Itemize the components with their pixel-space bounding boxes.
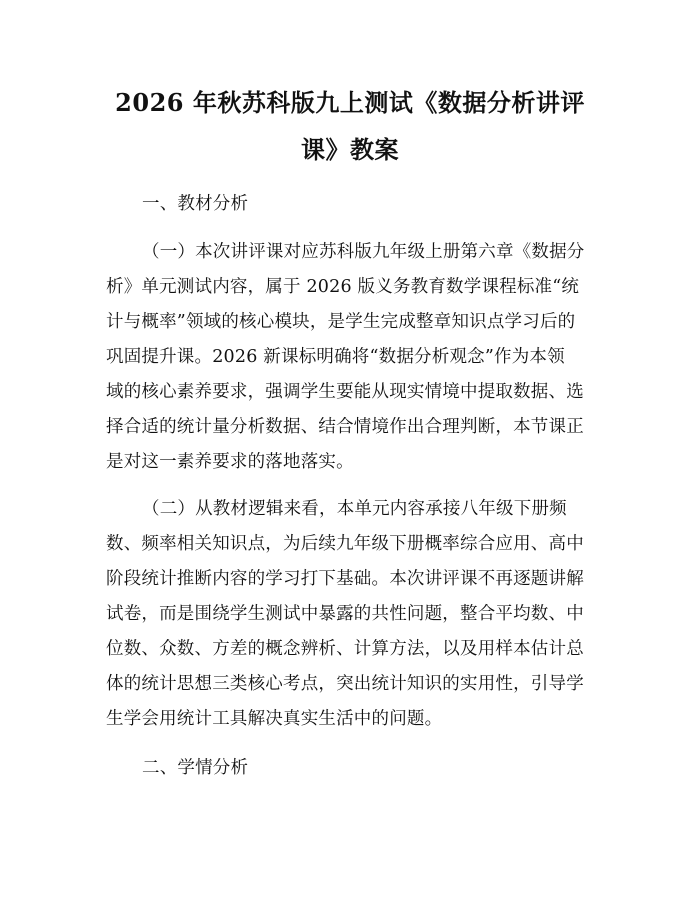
paragraph-1-line: （一）本次讲评课对应苏科版九年级上册第六章《数据分 xyxy=(142,242,585,262)
paragraph-2-line: 生学会用统计工具解决真实生活中的问题。 xyxy=(106,709,443,729)
paragraph-2-line: （二）从教材逻辑来看，本单元内容承接八年级下册频 xyxy=(142,499,567,519)
paragraph-1-line: 是对这一素养要求的落地落实。 xyxy=(106,452,354,472)
paragraph-2-line: 数、频率相关知识点，为后续九年级下册概率综合应用、高中 xyxy=(106,534,584,554)
section-heading-student-analysis: 二、学情分析 xyxy=(142,758,249,778)
paragraph-2-line: 位数、众数、方差的概念辨析、计算方法，以及用样本估计总 xyxy=(106,639,584,659)
document-title-line-2: 课》教案 xyxy=(301,135,399,164)
paragraph-2-line: 体的统计思想三类核心考点，突出统计知识的实用性，引导学 xyxy=(106,674,584,694)
paragraph-1-line: 域的核心素养要求，强调学生要能从现实情境中提取数据、选 xyxy=(106,382,584,402)
paragraph-1-line: 析》单元测试内容，属于 2026 版义务教育数学课程标准“统 xyxy=(106,277,580,297)
document-title-line-1: 2026 年秋苏科版九上测试《数据分析讲评 xyxy=(115,88,585,117)
paragraph-2-line: 阶段统计推断内容的学习打下基础。本次讲评课不再逐题讲解 xyxy=(106,569,584,589)
section-heading-teaching-material: 一、教材分析 xyxy=(142,194,249,214)
paragraph-1-line: 择合适的统计量分析数据、结合情境作出合理判断，本节课正 xyxy=(106,417,584,437)
paragraph-1-line: 巩固提升课。2026 新课标明确将“数据分析观念”作为本领 xyxy=(106,347,565,367)
paragraph-1-line: 计与概率”领域的核心模块，是学生完成整章知识点学习后的 xyxy=(106,312,576,332)
paragraph-2-line: 试卷，而是围绕学生测试中暴露的共性问题，整合平均数、中 xyxy=(106,604,584,624)
